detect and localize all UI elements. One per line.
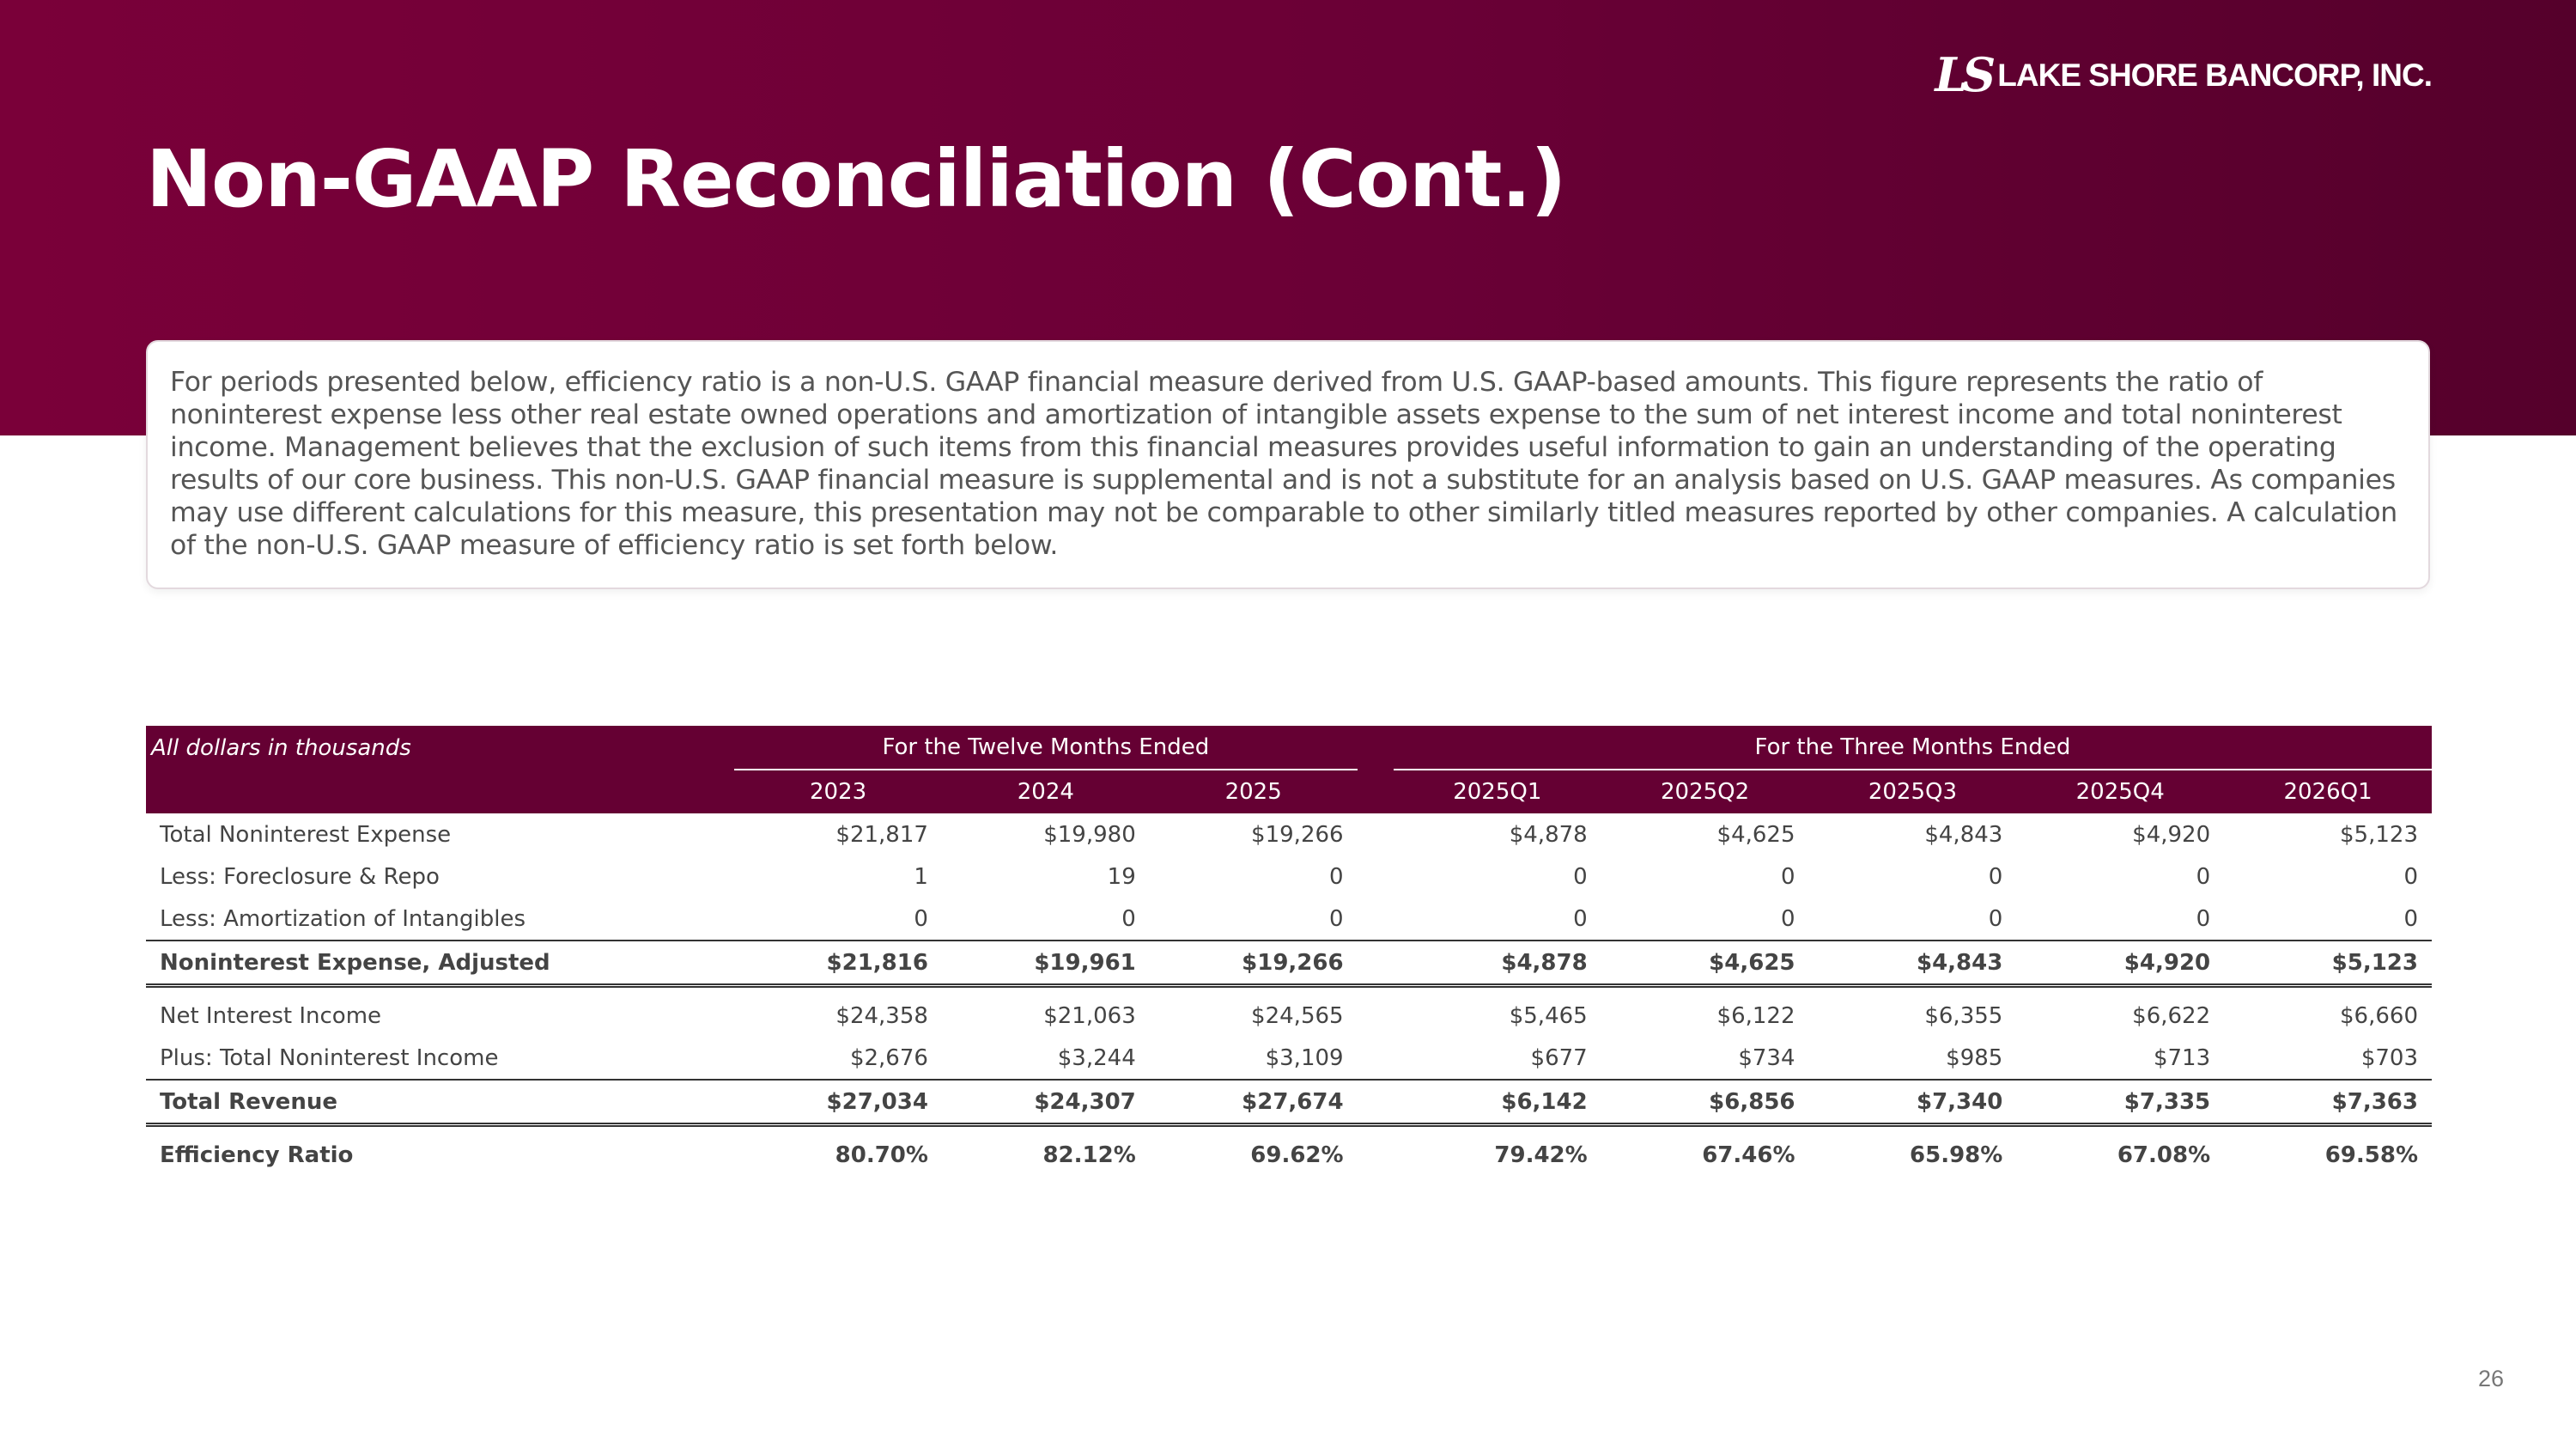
cell-value: $985 [1946,1044,2003,1071]
units-label: All dollars in thousands [146,726,734,770]
gap-cell [1358,1080,1394,1125]
cell-value: $7,363 [2224,1080,2432,1125]
cell-value: 0 [1329,905,1344,932]
cell-value: $703 [2360,1044,2418,1071]
row-label: Plus: Total Noninterest Income [160,1044,499,1071]
gap-cell [1358,898,1394,941]
column-header: 2026Q1 [2224,770,2432,813]
cell-value: $7,335 [2016,1080,2224,1125]
cell-value: $6,856 [1601,1080,1809,1125]
cell-value: $4,625 [1601,941,1809,986]
cell-value: $19,980 [1043,821,1136,848]
cell-value: 0 [2196,863,2211,890]
table-row-noninterest-expense-adjusted [146,941,2432,986]
cell-value: $4,920 [2132,821,2211,848]
cell-value: 0 [2403,905,2418,932]
column-header: 2025Q1 [1394,770,1601,813]
cell-value: 0 [1988,863,2003,890]
cell-value: $4,843 [1924,821,2003,848]
page-title: Non-GAAP Reconciliation (Cont.) [146,133,1566,225]
cell-value: 0 [1780,905,1795,932]
cell-value: $5,123 [2224,941,2432,986]
table-row-amortization-intangibles [146,898,2432,941]
row-label: Total Revenue [146,1080,734,1125]
column-header: 2025Q3 [1809,770,2017,813]
cell-value: 65.98% [1910,1142,2003,1168]
gap-cell [1358,1134,1394,1176]
cell-value: 67.08% [2117,1142,2211,1168]
cell-value: $27,674 [1150,1080,1358,1125]
cell-value: $6,622 [2132,1002,2211,1029]
column-header: 2025 [1150,770,1358,813]
cell-value: $19,266 [1251,821,1344,848]
table-row-net-interest-income [146,995,2432,1037]
cell-value: 19 [1107,863,1136,890]
cell-value: 79.42% [1494,1142,1588,1168]
cell-value: $677 [1530,1044,1588,1071]
gap-cell [1358,995,1394,1037]
cell-value: $24,307 [942,1080,1150,1125]
table-divider [146,986,2432,995]
divider-cell [146,1125,2432,1135]
cell-value: 0 [914,905,928,932]
cell-value: $4,920 [2016,941,2224,986]
cell-value: $713 [2153,1044,2211,1071]
gap-cell [1358,1037,1394,1080]
cell-value: 0 [1780,863,1795,890]
table-row-efficiency-ratio [146,1134,2432,1176]
company-logo [1935,47,2432,102]
column-header: 2025Q2 [1601,770,1809,813]
cell-value: 0 [1988,905,2003,932]
cell-value: $4,878 [1509,821,1588,848]
group-header-three-months: For the Three Months Ended [1394,726,2432,770]
row-label: Noninterest Expense, Adjusted [146,941,734,986]
cell-value: 0 [1573,863,1588,890]
page-number: 26 [2477,1366,2504,1391]
cell-value: 82.12% [1042,1142,1136,1168]
row-label: Less: Foreclosure & Repo [160,863,440,890]
cell-value: 69.58% [2324,1142,2418,1168]
table-row-total-noninterest-expense [146,813,2432,855]
cell-value: $21,063 [1043,1002,1136,1029]
cell-value: $24,358 [835,1002,928,1029]
header-gap [1358,770,1394,813]
column-header: 2023 [734,770,942,813]
cell-value: 67.46% [1702,1142,1795,1168]
cell-value: $6,660 [2340,1002,2418,1029]
cell-value: $21,816 [734,941,942,986]
cell-value: $6,142 [1394,1080,1601,1125]
divider-cell [146,986,2432,995]
cell-value: 69.62% [1250,1142,1344,1168]
intro-text: For periods presented below, efficiency ratio is a non-U.S. GAAP financial measure derived from U.S. GAAP-based amounts. This figure represents the ratio of noninterest expense less other real estate owned operations and amortization of intangible assets expense to the sum of net interest income and total noninterest income. Management believes that the exclusion of such items from this financial measures provides useful information to gain an understanding of the operating results of our core business. This non-U.S. GAAP financial measure is supplemental and is not a substitute for an analysis based on U.S. GAAP measures. As companies may use different calculations for this measure, this presentation may not be comparable to other similarly titled measures reported by other companies. A calculation of the non-U.S. GAAP measure of efficiency ratio is set forth below. [170,367,2397,561]
cell-value: 0 [2196,905,2211,932]
logo-text: LAKE SHORE BANCORP, INC. [1997,57,2432,93]
cell-value: $4,843 [1809,941,2017,986]
group-header-twelve-months: For the Twelve Months Ended [734,726,1357,770]
gap-cell [1358,941,1394,986]
row-label: Efficiency Ratio [160,1142,354,1168]
cell-value: $6,122 [1716,1002,1795,1029]
cell-value: $4,625 [1716,821,1795,848]
header-gap [1358,726,1394,770]
row-label: Total Noninterest Expense [160,821,452,848]
cell-value: $27,034 [734,1080,942,1125]
cell-value: $5,465 [1509,1002,1588,1029]
table-header-row [146,726,2432,770]
cell-value: $4,878 [1394,941,1601,986]
cell-value: $734 [1738,1044,1795,1071]
column-header: 2024 [942,770,1150,813]
column-header: 2025Q4 [2016,770,2224,813]
reconciliation-table [146,726,2432,1176]
cell-value: $19,961 [942,941,1150,986]
cell-value: $5,123 [2340,821,2418,848]
table-divider [146,1125,2432,1135]
cell-value: 80.70% [835,1142,928,1168]
cell-value: 0 [2403,863,2418,890]
gap-cell [1358,813,1394,855]
table-row-foreclosure-repo [146,855,2432,898]
table-row-total-noninterest-income [146,1037,2432,1080]
intro-box [146,340,2430,589]
cell-value: 1 [914,863,928,890]
column-header-row [146,770,2432,813]
row-label: Net Interest Income [160,1002,382,1029]
cell-value: 0 [1121,905,1136,932]
cell-value: $2,676 [849,1044,928,1071]
cell-value: $21,817 [835,821,928,848]
cell-value: $7,340 [1809,1080,2017,1125]
header-blank [146,770,734,813]
gap-cell [1358,855,1394,898]
cell-value: $19,266 [1150,941,1358,986]
cell-value: $3,109 [1265,1044,1344,1071]
cell-value: 0 [1573,905,1588,932]
cell-value: $6,355 [1924,1002,2003,1029]
cell-value: 0 [1329,863,1344,890]
row-label: Less: Amortization of Intangibles [160,905,526,932]
table-row-total-revenue [146,1080,2432,1125]
cell-value: $3,244 [1057,1044,1136,1071]
cell-value: $24,565 [1251,1002,1344,1029]
logo-mark: LS [1935,47,1991,102]
